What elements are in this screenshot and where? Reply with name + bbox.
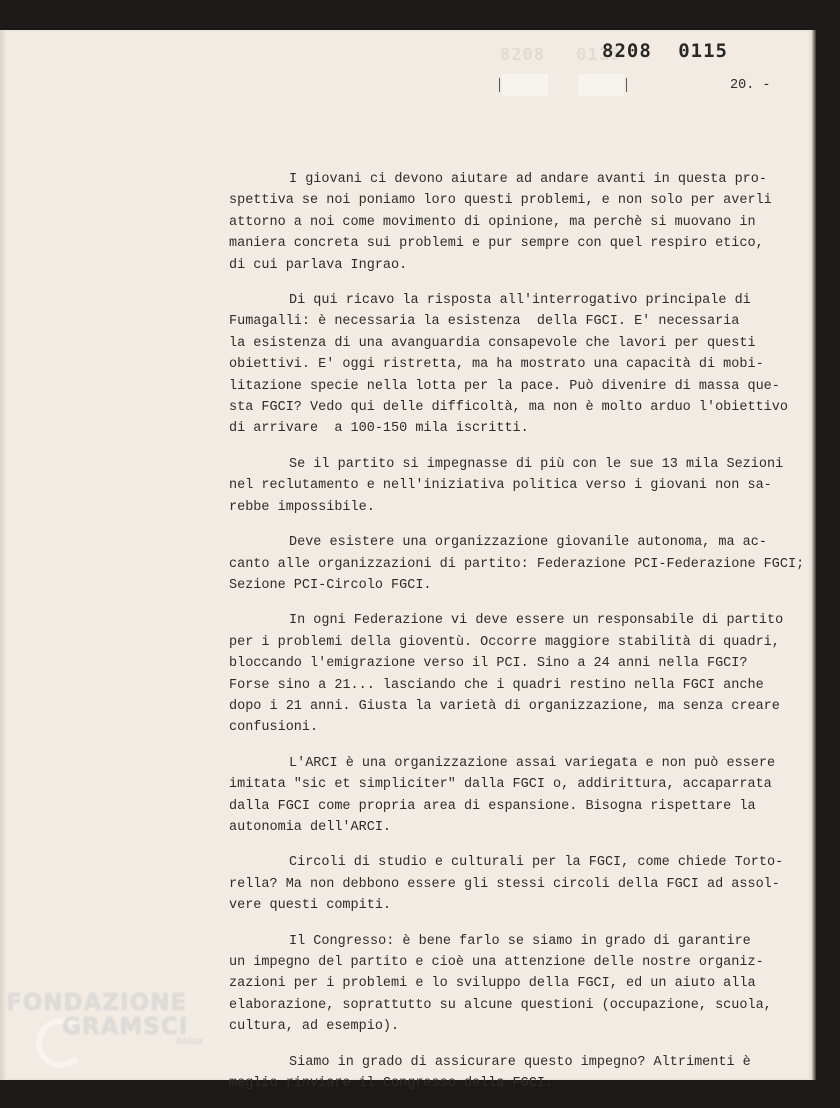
text-line: In ogni Federazione vi deve essere un responsabile di partito: [289, 613, 784, 629]
text-line: Fumagalli: è necessaria la esistenza della FGCI. E' necessaria: [229, 314, 740, 330]
text-line: la esistenza di una avanguardia consapevole che lavori per questi: [229, 335, 756, 351]
archive-stamp-number: 8208 0115: [602, 40, 728, 62]
text-line: imitata "sic et simpliciter" dalla FGCI o, addirittura, accaparrata: [229, 777, 772, 793]
paragraph: [229, 753, 789, 839]
page-left-edge: [0, 30, 6, 1080]
text-line: dalla FGCI come propria area di espansione. Bisogna rispettare la: [229, 798, 756, 814]
text-line: I giovani ci devono aiutare ad andare avanti in questa pro-: [289, 172, 767, 187]
text-line: Siamo in grado di assicurare questo impegno? Altrimenti è: [289, 1054, 751, 1070]
watermark-logo: [6, 990, 203, 1047]
text-line: elaborazione, soprattutto su alcune questioni (occupazione, scuola,: [229, 997, 772, 1013]
text-line: meglio rinviare il Congresso della FGCI.: [229, 1076, 554, 1092]
text-line: rella? Ma non debbono essere gli stessi circoli della FGCI ad assol-: [229, 876, 780, 892]
paragraph: [229, 290, 789, 440]
correction-mark: [499, 78, 500, 92]
correction-mark: [626, 78, 627, 92]
paragraph: [229, 610, 789, 738]
faded-stamp: 8208 0115: [500, 45, 622, 65]
paragraph: [229, 454, 789, 518]
text-line: rebbe impossibile.: [229, 499, 375, 515]
text-line: cultura, ad esempio).: [229, 1019, 400, 1035]
text-line: autonomia dell'ARCI.: [229, 819, 392, 835]
text-line: Circoli di studio e culturali per la FGCI, come chiede Torto-: [289, 855, 784, 871]
text-line: Forse sino a 21... lasciando che i quadri restino nella FGCI anche: [229, 677, 764, 693]
text-line: zazioni per i problemi e lo sviluppo della FGCI, ed un aiuto alla: [229, 976, 756, 992]
paragraph: [229, 1052, 789, 1095]
text-line: sta FGCI? Vedo qui delle difficoltà, ma non è molto arduo l'obiettivo: [229, 400, 788, 416]
watermark-line2: GRAMSCI: [62, 1014, 189, 1040]
text-line: bloccando l'emigrazione verso il PCI. Sino a 24 anni nella FGCI?: [229, 656, 748, 672]
text-line: Il Congresso: è bene farlo se siamo in grado di garantire: [289, 933, 751, 949]
text-line: di arrivare a 100-150 mila iscritti.: [229, 421, 529, 437]
text-line: confusioni.: [229, 720, 319, 736]
text-line: per i problemi della gioventù. Occorre maggiore stabilità di quadri,: [229, 634, 780, 650]
paragraph: [229, 852, 789, 916]
text-line: Di qui ricavo la risposta all'interrogativo principale di: [289, 293, 751, 309]
paragraph: [229, 931, 789, 1038]
text-line: un impegno del partito e cioè una attenzione delle nostre organiz-: [229, 955, 764, 970]
correction-patch: [502, 74, 548, 96]
paragraph: [229, 169, 789, 276]
correction-patch: [578, 74, 624, 96]
text-line: litazione specie nella lotta per la pace. Può divenire di massa que-: [229, 378, 780, 394]
watermark-line1: FONDAZIONE: [6, 990, 188, 1016]
paragraph: [229, 532, 805, 596]
text-line: attorno a noi come movimento di opinione, ma perchè si muovano in: [229, 214, 756, 230]
text-line: Sezione PCI-Circolo FGCI.: [229, 577, 432, 593]
page-right-edge: [812, 30, 816, 1080]
watermark-line3: onlus: [176, 1036, 203, 1047]
text-line: nel reclutamento e nell'iniziativa politica verso i giovani non sa-: [229, 478, 772, 494]
document-body: [229, 169, 805, 1108]
page-number: 20. -: [730, 78, 771, 93]
text-line: spettiva se noi poniamo loro questi problemi, e non solo per averli: [229, 193, 772, 209]
text-line: di cui parlava Ingrao.: [229, 257, 408, 273]
text-line: maniera concreta sui problemi e pur sempre con quel respiro etico,: [229, 236, 764, 252]
text-line: canto alle organizzazioni di partito: Federazione PCI-Federazione FGCI;: [229, 556, 805, 572]
text-line: vere questi compiti.: [229, 898, 392, 914]
text-line: obiettivi. E' oggi ristretta, ma ha mostrato una capacità di mobi-: [229, 357, 764, 373]
text-line: Deve esistere una organizzazione giovanile autonoma, ma ac-: [289, 535, 767, 551]
text-line: dopo i 21 anni. Giusta la varietà di organizzazione, ma senza creare: [229, 698, 780, 714]
text-line: Se il partito si impegnasse di più con le sue 13 mila Sezioni: [289, 456, 784, 472]
text-line: L'ARCI è una organizzazione assai variegata e non può essere: [289, 755, 776, 771]
